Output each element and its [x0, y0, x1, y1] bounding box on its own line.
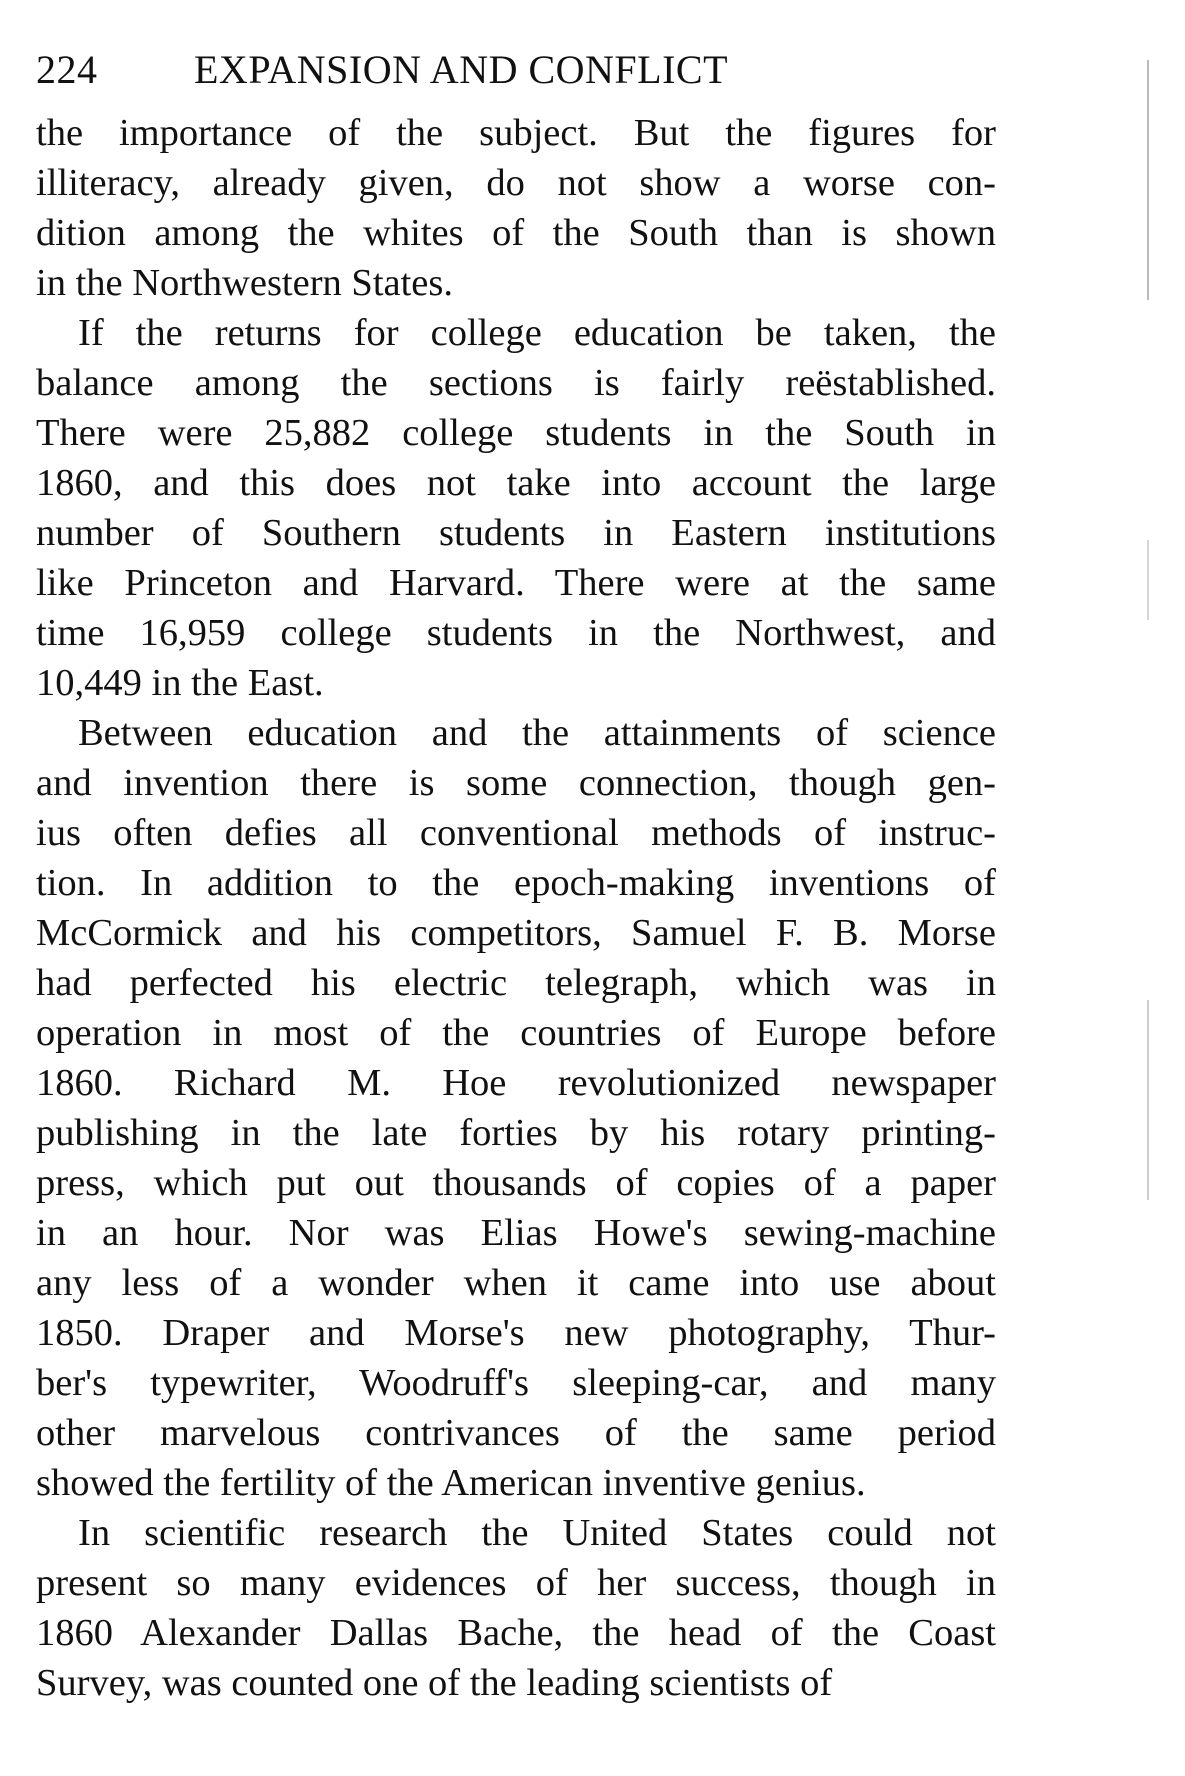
text-line: ber's typewriter, Woodruff's sleeping-car, and many [36, 1362, 996, 1404]
text-line: number of Southern students in Eastern institutions [36, 512, 996, 554]
text-line: tion. In addition to the epoch-making inventions of [36, 862, 996, 904]
text-line: In scientific research the United States could not [78, 1512, 996, 1554]
text-line: other marvelous contrivances of the same period [36, 1412, 996, 1454]
text-line: showed the fertility of the American inventive genius. [36, 1462, 866, 1504]
scan-edge-mark [1147, 60, 1149, 300]
text-line: press, which put out thousands of copies of a paper [36, 1162, 996, 1204]
text-line: Survey, was counted one of the leading scientists of [36, 1662, 833, 1704]
text-line: had perfected his electric telegraph, which was in [36, 962, 996, 1004]
text-line: If the returns for college education be taken, the [78, 312, 996, 354]
text-line: 1860. Richard M. Hoe revolutionized newspaper [36, 1062, 996, 1104]
text-line: Between education and the attainments of science [78, 712, 996, 754]
page-header [36, 42, 996, 98]
text-line: operation in most of the countries of Europe before [36, 1012, 996, 1054]
page-number: 224 [36, 47, 98, 92]
paragraph [36, 308, 996, 708]
text-line: any less of a wonder when it came into use about [36, 1262, 996, 1304]
text-line: present so many evidences of her success, though in [36, 1562, 996, 1604]
text-line: There were 25,882 college students in the South in [36, 412, 996, 454]
text-line: illiteracy, already given, do not show a worse con- [36, 162, 996, 204]
text-line: ius often defies all conventional methods of instruc- [36, 812, 996, 854]
text-line: like Princeton and Harvard. There were at the same [36, 562, 996, 604]
paragraph [36, 1508, 996, 1708]
text-line: 1850. Draper and Morse's new photography, Thur- [36, 1312, 996, 1354]
paragraph [36, 708, 996, 1508]
text-line: balance among the sections is fairly reëstablished. [36, 362, 996, 404]
text-line: 1860, and this does not take into account the large [36, 462, 996, 504]
text-line: McCormick and his competitors, Samuel F. B. Morse [36, 912, 996, 954]
text-line: and invention there is some connection, though gen- [36, 762, 996, 804]
text-line: time 16,959 college students in the Northwest, and [36, 612, 996, 654]
text-line: in an hour. Nor was Elias Howe's sewing-machine [36, 1212, 996, 1254]
paragraph [36, 108, 996, 308]
text-line: 1860 Alexander Dallas Bache, the head of the Coast [36, 1612, 996, 1654]
body-text [36, 108, 996, 1708]
text-line: dition among the whites of the South than is shown [36, 212, 996, 254]
scan-edge-mark [1147, 540, 1149, 620]
text-line: publishing in the late forties by his rotary printing- [36, 1112, 996, 1154]
text-line: the importance of the subject. But the figures for [36, 112, 996, 154]
text-line: in the Northwestern States. [36, 262, 453, 304]
running-title: EXPANSION AND CONFLICT [194, 47, 729, 92]
text-line: 10,449 in the East. [36, 662, 324, 704]
scan-edge-mark [1147, 1000, 1149, 1200]
